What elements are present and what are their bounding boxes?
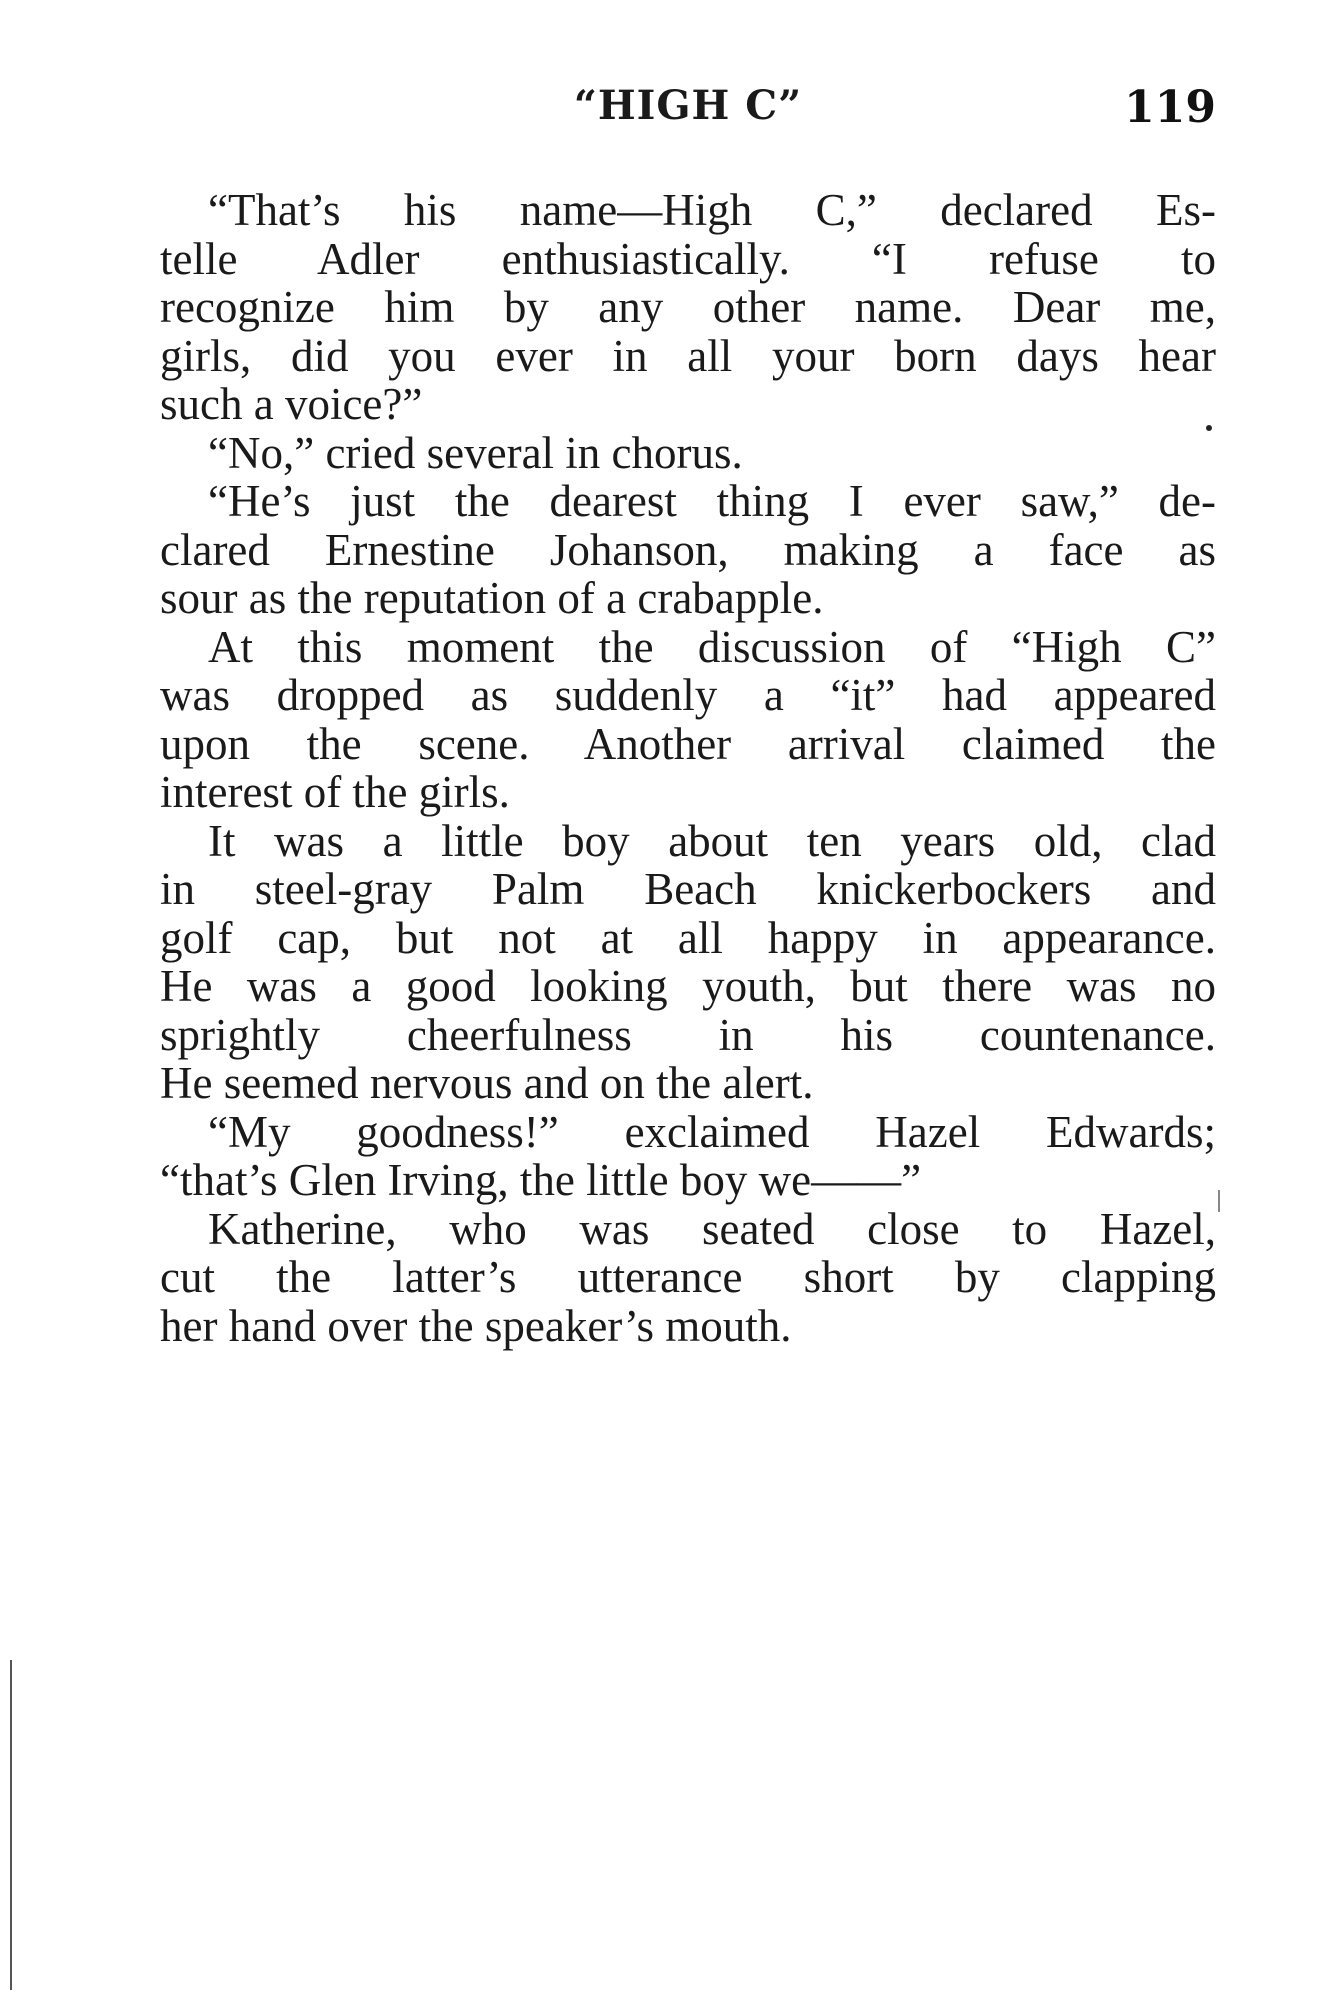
- text-line: golf cap, but not at all happy in appearance.: [160, 912, 1216, 963]
- text-line: was dropped as suddenly a “it” had appeared: [160, 670, 1216, 720]
- text-line: interest of the girls.: [160, 767, 510, 817]
- text-line: “My goodness!” exclaimed Hazel Edwards;: [208, 1106, 1216, 1157]
- text-line: Katherine, who was seated close to Hazel,: [208, 1203, 1216, 1254]
- text-line: He seemed nervous and on the alert.: [160, 1058, 814, 1108]
- text-line: At this moment the discussion of “High C”: [208, 621, 1216, 672]
- text-line: “That’s his name—High C,” declared Es-: [208, 185, 1216, 235]
- page-header: [160, 82, 1216, 142]
- body-text: [160, 186, 1216, 1350]
- text-line: cut the latter’s utterance short by clapping: [160, 1252, 1216, 1302]
- text-line: sprightly cheerfulness in his countenance.: [160, 1009, 1216, 1060]
- running-head: “HIGH C”: [573, 82, 803, 129]
- text-line: sour as the reputation of a crabapple.: [160, 573, 824, 623]
- scan-mark: [1218, 1190, 1220, 1212]
- text-line: girls, did you ever in all your born days hear: [160, 330, 1216, 381]
- text-line: “He’s just the dearest thing I ever saw,” de-: [208, 476, 1216, 526]
- text-line: “No,” cried several in chorus.: [208, 427, 743, 478]
- text-line: telle Adler enthusiastically. “I refuse to: [160, 233, 1216, 284]
- text-line: such a voice?”: [160, 379, 423, 429]
- scan-mark: [10, 1660, 12, 1990]
- text-line: in steel-gray Palm Beach knickerbockers and: [160, 864, 1216, 914]
- text-line: “that’s Glen Irving, the little boy we——”: [160, 1155, 922, 1205]
- text-line: her hand over the speaker’s mouth.: [160, 1300, 792, 1351]
- page-number: 119: [1124, 82, 1216, 133]
- text-line: recognize him by any other name. Dear me,: [160, 282, 1216, 332]
- text-line: It was a little boy about ten years old, clad: [208, 815, 1216, 866]
- text-line: He was a good looking youth, but there was no: [160, 961, 1216, 1011]
- text-line: clared Ernestine Johanson, making a face as: [160, 524, 1216, 575]
- scan-mark: [1206, 425, 1212, 431]
- text-line: upon the scene. Another arrival claimed the: [160, 718, 1216, 769]
